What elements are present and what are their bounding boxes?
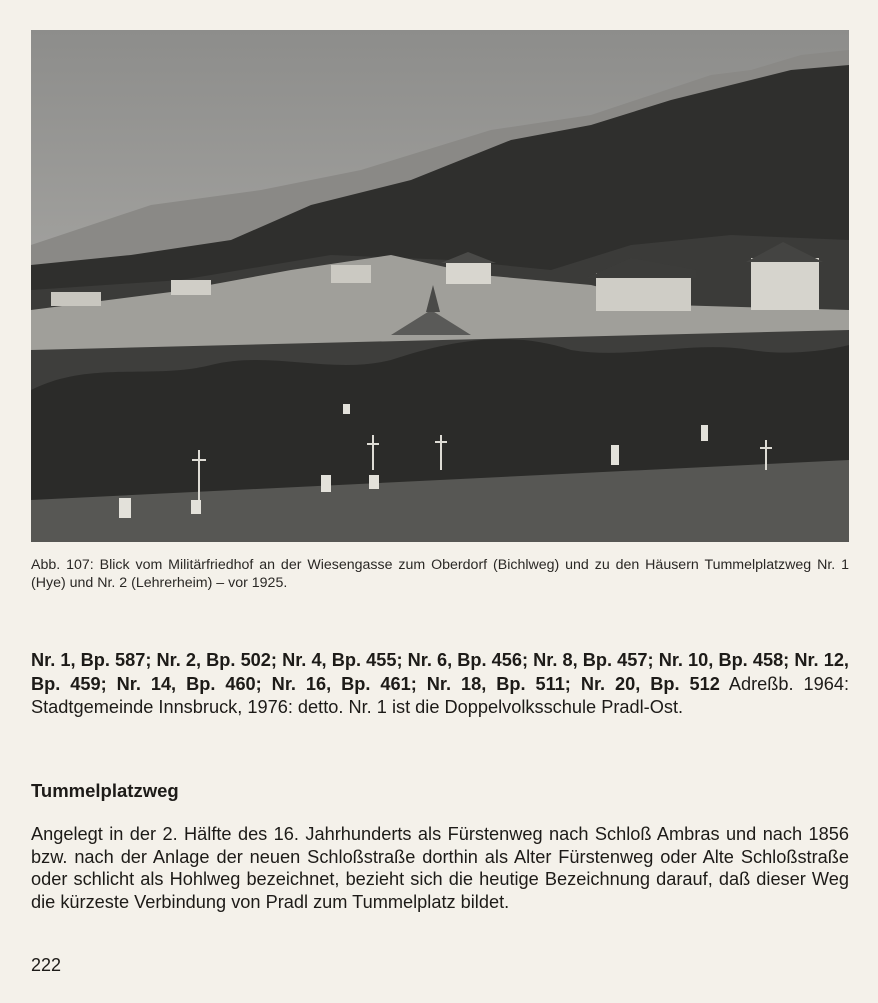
photo-landscape-cemetery-icon <box>31 30 849 542</box>
figure-caption: Abb. 107: Blick vom Militärfriedhof an der Wiesengasse zum Oberdorf (Bichlweg) und zu den Häusern Tummelplatzweg Nr. 1 (Hye) und Nr. 2 (Lehrerheim) – vor 1925. <box>31 557 849 591</box>
page-number: 222 <box>31 955 62 975</box>
address-index <box>31 649 849 720</box>
section-heading: Tummelplatzweg <box>31 780 179 801</box>
address-index-notes: Adreßb. 1964: Stadtgemeinde Innsbruck, 1976: detto. Nr. 1 ist die Doppelvolksschule Pradl-Ost. <box>31 673 850 717</box>
address-index-entries: Nr. 1, Bp. 587; Nr. 2, Bp. 502; Nr. 4, Bp. 455; Nr. 6, Bp. 456; Nr. 8, Bp. 457; Nr. 10, Bp. 458; Nr. 12, Bp. 459; Nr. 14, Bp. 460; Nr. 16, Bp. 461; Nr. 18, Bp. 511; Nr. 20, Bp. 512 <box>31 650 849 694</box>
body-paragraph: Angelegt in der 2. Hälfte des 16. Jahrhunderts als Fürstenweg nach Schloß Ambras und nach 1856 bzw. nach der Anlage der neuen Schloßstraße dorthin als Alter Fürstenweg oder Alte Schloßstraße oder schlicht als Hohlweg bezeichnet, bezieht sich die heutige Bezeichnung darauf, daß dieser Weg die kürzeste Verbindung von Pradl zum Tummelplatz bildet. <box>31 824 849 912</box>
historic-photo <box>31 30 849 542</box>
